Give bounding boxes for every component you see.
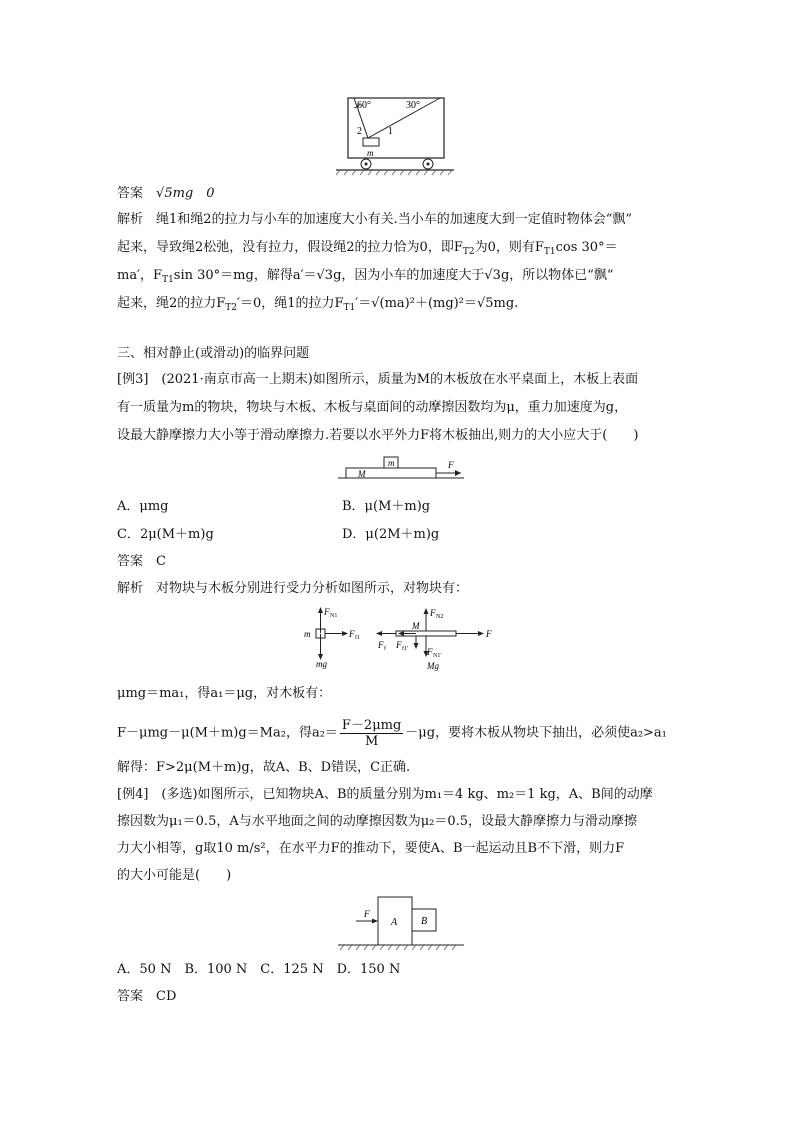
- solution-1-line1: 解析 绳1和绳2的拉力与小车的加速度大小有关.当小车的加速度大到一定值时物体会“飘”: [117, 212, 632, 227]
- cart-figure: [330, 92, 460, 180]
- equation-3: 解得：F>2μ(M＋m)g，故A、B、D错误，C正确.: [117, 760, 411, 775]
- fbd-FN1p: F: [427, 647, 433, 657]
- solution-3: 解析 对物块与木板分别进行受力分析如图所示，对物块有：: [117, 581, 469, 596]
- option-A: A．μmg: [117, 499, 169, 514]
- force-F-label: F: [448, 460, 454, 470]
- board-figure: [336, 453, 466, 485]
- option-D: D．μ(2M＋m)g: [342, 527, 440, 542]
- angle-60: 60°: [357, 100, 371, 111]
- example-4-line1: [例4] (多选)如图所示，已知物块A、B的质量分别为m₁＝4 kg、m₂＝1 kg，A、B间的动摩: [117, 787, 653, 802]
- fbd-Ff1-sub: f1: [355, 635, 360, 641]
- fbd-Mg: Mg: [427, 661, 439, 671]
- solution-1-line4: 起来，绳2的拉力$F_{T2}'=0$，绳1的拉力$F_{T1}'=√(ma)^2+(mg)^2=√5mg$.: [117, 296, 519, 313]
- fbd-M: M: [412, 621, 420, 631]
- angle-30: 30°: [406, 100, 420, 111]
- example-3-line1: [例3] (2021·南京市高一上期末)如图所示，质量为M的木板放在水平桌面上，木板上表面: [117, 372, 639, 387]
- fbd-FN2: F: [430, 608, 436, 618]
- rope2-label: 2: [357, 126, 362, 137]
- answer-1: 答案 √5mg 0: [117, 186, 215, 201]
- example-4-line3: 力大小相等，g取10 m/s²，在水平力F的推动下，要使A、B一起运动且B不下滑，则力F: [117, 841, 625, 856]
- free-body-diagrams: [296, 603, 506, 675]
- solution-1-line2: 起来，导致绳2松弛，没有拉力，假设绳2的拉力恰为0，即$F_{T2}$为0，则有$F_{T1}\cos$ 30°＝: [117, 240, 618, 257]
- example-4-line4: 的大小可能是( ): [117, 868, 232, 883]
- example-4-line2: 擦因数为μ₁＝0.5，A与水平地面之间的动摩擦因数为μ₂＝0.5，设最大静摩擦力与滑动摩擦: [117, 814, 638, 829]
- blocks-figure: [336, 895, 466, 953]
- fbd-Ff1p-sub: f1′: [402, 646, 409, 652]
- fbd-FN2-sub: N2: [436, 614, 444, 620]
- fbd-Ff: F: [378, 640, 384, 650]
- fbd-F: F: [486, 629, 492, 639]
- blocks-F-label: F: [364, 909, 370, 919]
- board-M-label: M: [358, 469, 366, 479]
- example-4-options: A．50 N B．100 N C．125 N D．150 N: [117, 962, 401, 977]
- option-C: C．2μ(M＋m)g: [117, 527, 214, 542]
- fbd-FN1: F: [324, 607, 330, 617]
- fbd-FN1-sub: N1: [330, 613, 338, 619]
- eq2-numerator: F－2μmg: [341, 718, 402, 733]
- block-B-label: B: [421, 916, 428, 927]
- rope1-label: 1: [388, 126, 393, 137]
- block-A-label: A: [391, 917, 398, 928]
- equation-1: μmg＝ma₁，得a₁＝μg，对木板有：: [117, 686, 332, 701]
- fbd-FN1p-sub: N1′: [433, 653, 442, 659]
- fbd-mg: mg: [316, 659, 327, 669]
- example-3-line3: 设最大静摩擦力大小等于滑动摩擦力.若要以水平外力F将木板抽出,则力的大小应大于( ): [117, 428, 639, 443]
- mass-label: m: [367, 148, 374, 158]
- fbd-m: m: [304, 629, 311, 639]
- example-3-line2: 有一质量为m的物块，物块与木板、木板与桌面间的动摩擦因数均为μ，重力加速度为g，: [117, 400, 628, 415]
- equation-2: F－μmg－μ(M＋m)g＝Ma₂，得a₂＝ F－2μmg M －μg，要将木板从物块下抽出，必须使a₂>a₁: [117, 718, 667, 749]
- eq2-denominator: M: [364, 734, 379, 749]
- option-B: B．μ(M＋m)g: [342, 499, 431, 514]
- section-3-heading: 三、相对静止(或滑动)的临界问题: [117, 346, 310, 361]
- answer-3: 答案 C: [117, 554, 166, 569]
- answer-4: 答案 CD: [117, 989, 177, 1004]
- solution-1-line3: ma′，$F_{T1}\sin$ 30°＝mg，解得a′＝√3g，因为小车的加速度大于√3g，所以物体已“飘”: [117, 268, 614, 285]
- fbd-Ff1: F: [349, 629, 355, 639]
- fbd-Ff-sub: f: [384, 646, 386, 652]
- fbd-Ff1p: F: [396, 640, 402, 650]
- block-m-label: m: [388, 458, 395, 468]
